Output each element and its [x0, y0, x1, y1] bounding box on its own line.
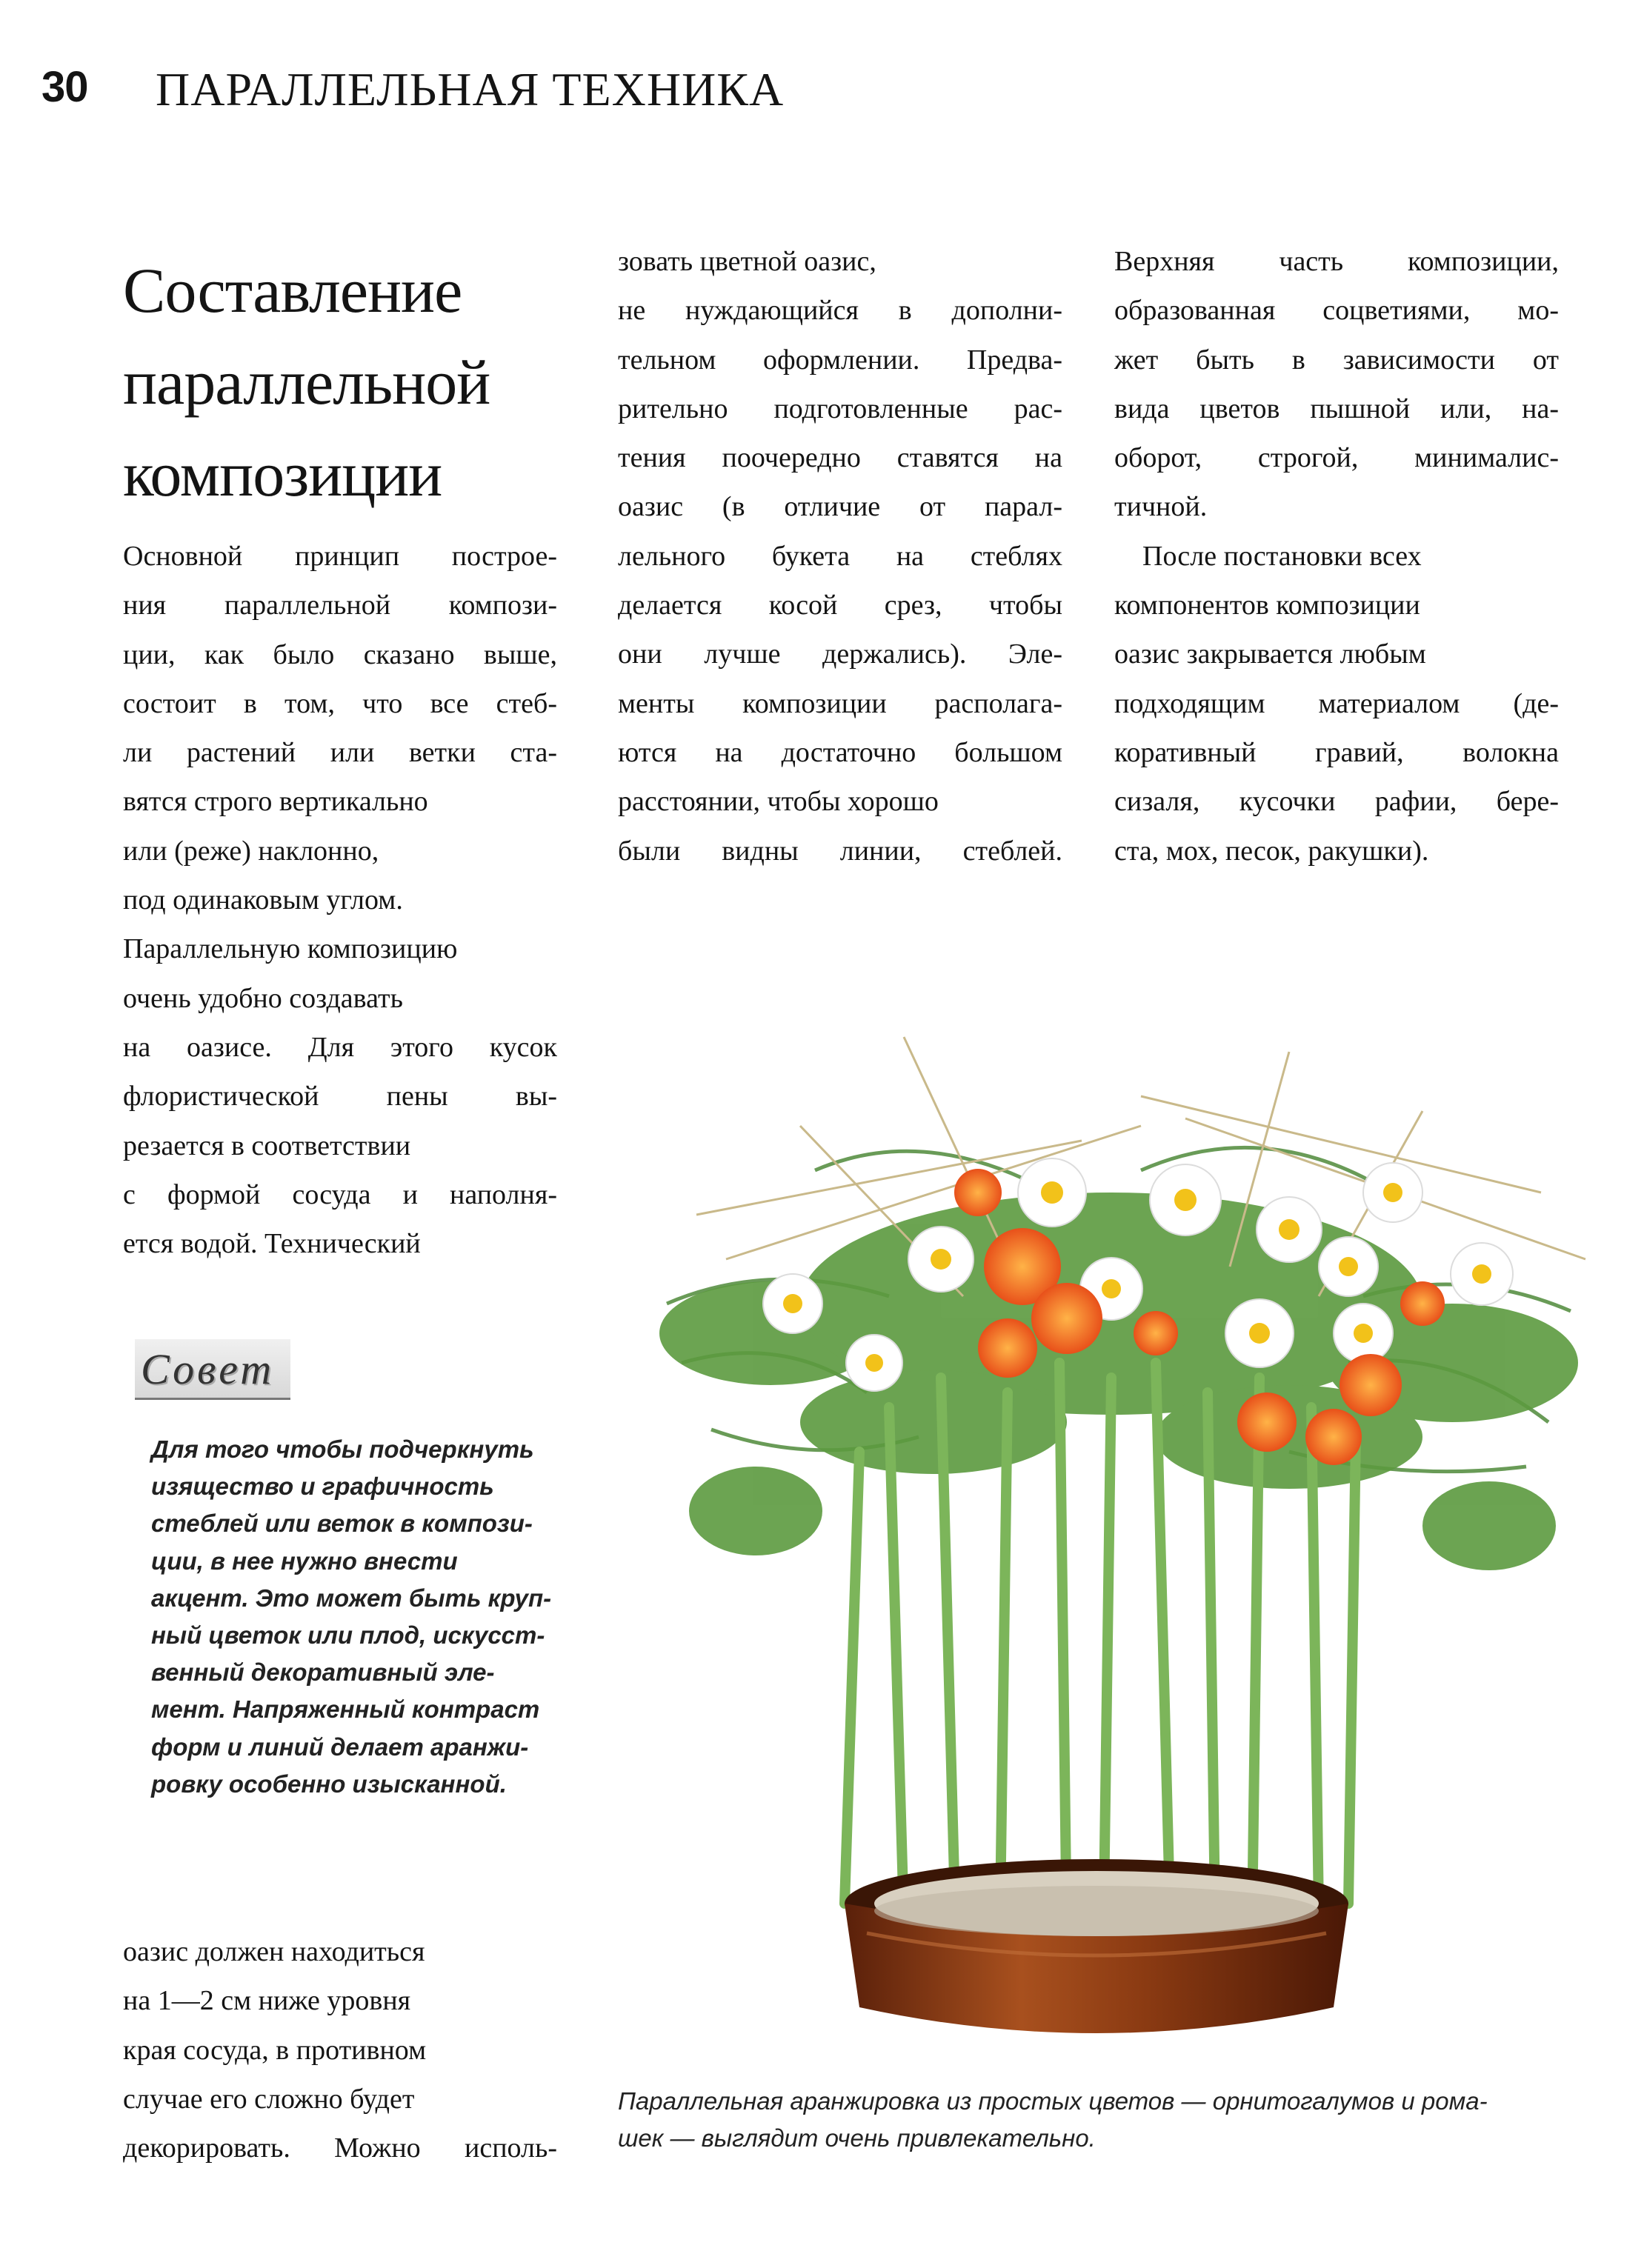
tip-line: изящество и графичность: [151, 1472, 494, 1501]
section-heading: [123, 244, 605, 520]
heading-line: композиции: [123, 438, 442, 510]
text-line: ли растений или ветки ста-: [123, 737, 557, 769]
text-line: лельного букета на стеблях: [618, 540, 1062, 572]
text-line: тельном оформлении. Предва-: [618, 344, 1062, 376]
tip-text: [151, 1431, 581, 1803]
text-line: ции, как было сказано выше,: [123, 638, 557, 670]
tip-line: ции, в нее нужно внести: [151, 1547, 458, 1575]
text-line: вида цветов пышной или, на-: [1114, 393, 1559, 424]
text-line: подходящим материалом (де-: [1114, 687, 1559, 719]
text-line: тения поочередно ставятся на: [618, 442, 1062, 474]
tip-line: ровку особенно изысканной.: [151, 1770, 507, 1798]
text-line: жет быть в зависимости от: [1114, 344, 1559, 376]
flower-arrangement-photo: [622, 948, 1608, 2059]
text-line: коративный гравий, волокна: [1114, 736, 1559, 768]
text-line: образованная соцветиями, мо-: [1114, 295, 1559, 327]
text-line: резается в соответствии: [123, 1130, 411, 1161]
body-column-3: [1114, 237, 1559, 875]
text-line: под одинаковым углом.: [123, 884, 403, 916]
text-line: флористической пены вы-: [123, 1081, 557, 1113]
text-line: компонентов композиции: [1114, 590, 1420, 621]
text-line: Основной принцип построе-: [123, 541, 557, 572]
caption-line: Параллельная аранжировка из простых цветов — орнитогалумов и рома-: [618, 2087, 1488, 2115]
heading-line: параллельной: [123, 347, 490, 418]
text-line: сизаля, кусочки рафии, бере-: [1114, 786, 1559, 818]
caption-line: шек — выглядит очень привлекательно.: [618, 2124, 1096, 2152]
tip-line: Для того чтобы подчеркнуть: [151, 1435, 534, 1463]
text-line: оазис (в отличие от парал-: [618, 491, 1062, 523]
body-column-1-bottom: [123, 1927, 557, 2172]
text-line: ется водой. Технический: [123, 1228, 421, 1260]
text-line: на 1—2 см ниже уровня: [123, 1985, 411, 2017]
text-line: рительно подготовленные рас-: [618, 393, 1062, 424]
text-line: очень удобно создавать: [123, 982, 403, 1014]
body-column-2: [618, 237, 1062, 875]
text-line: края сосуда, в противном: [123, 2034, 427, 2066]
running-title: ПАРАЛЛЕЛЬНАЯ ТЕХНИКА: [156, 63, 785, 116]
heading-line: Составление: [123, 255, 462, 326]
photo-caption: [618, 2083, 1581, 2157]
text-line: или (реже) наклонно,: [123, 835, 379, 867]
text-line: оазис закрывается любым: [1114, 638, 1426, 670]
text-line: ста, мох, песок, ракушки).: [1114, 835, 1429, 867]
text-line: менты композиции располага-: [618, 687, 1062, 719]
text-line: делается косой срез, чтобы: [618, 590, 1062, 621]
page-number: 30: [41, 63, 88, 111]
text-line: случае его сложно будет: [123, 2083, 415, 2115]
text-line: тичной.: [1114, 491, 1208, 523]
leaf-clusters: [659, 1193, 1578, 1570]
text-line: декорировать. Можно исполь-: [123, 2132, 557, 2164]
text-line: расстоянии, чтобы хорошо: [618, 786, 939, 818]
text-line: были видны линии, стеблей.: [618, 835, 1062, 867]
text-line: оазис должен находиться: [123, 1936, 425, 1967]
text-line: они лучше держались). Эле-: [618, 638, 1062, 670]
tip-line: форм и линий делает аранжи-: [151, 1732, 529, 1761]
tip-line: акцент. Это может быть круп-: [151, 1584, 552, 1612]
text-line: зовать цветной оазис,: [618, 246, 876, 277]
text-line: не нуждающийся в дополни-: [618, 295, 1062, 327]
tip-title: Совет: [135, 1339, 290, 1400]
tip-line: мент. Напряженный контраст: [151, 1695, 540, 1724]
bowl: [845, 1859, 1348, 2033]
text-line: на оазисе. Для этого кусок: [123, 1031, 557, 1063]
text-line: оборот, строгой, минималис-: [1114, 442, 1559, 474]
tip-line: стеблей или веток в компози-: [151, 1510, 533, 1538]
text-line: вятся строго вертикально: [123, 786, 428, 818]
text-line: ния параллельной компози-: [123, 590, 557, 621]
text-line: ются на достаточно большом: [618, 736, 1062, 768]
tip-line: ный цветок или плод, искусст-: [151, 1621, 545, 1650]
text-line: состоит в том, что все стеб-: [123, 687, 557, 719]
body-column-1-top: [123, 532, 557, 1268]
text-line: Верхняя часть композиции,: [1114, 246, 1559, 277]
text-line: Параллельную композицию: [123, 933, 458, 965]
text-line: После постановки всех: [1142, 540, 1422, 572]
tip-line: венный декоративный эле-: [151, 1658, 495, 1687]
text-line: с формой сосуда и наполня-: [123, 1178, 557, 1210]
